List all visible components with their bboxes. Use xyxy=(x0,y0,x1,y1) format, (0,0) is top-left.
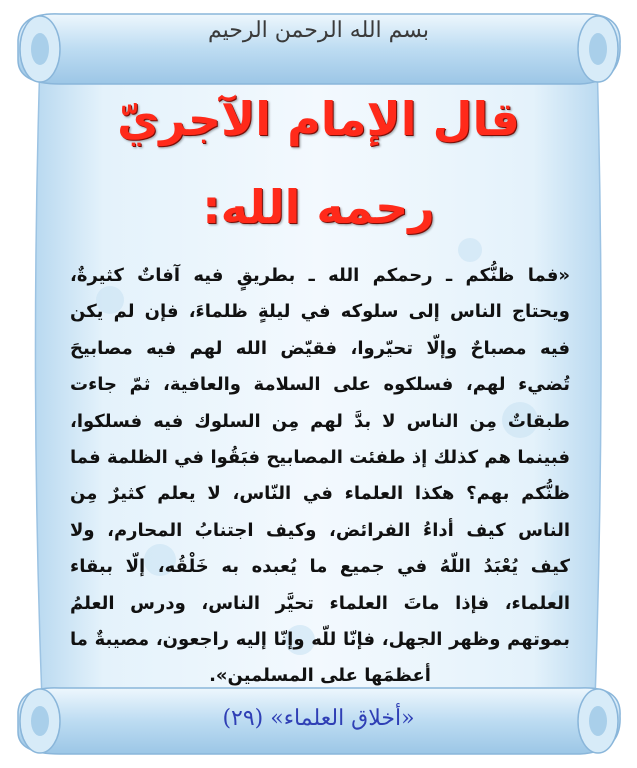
quote-body: «فما ظنُّكم ـ رحمكم الله ـ بطريقٍ فيه آفاتٌ كثيرةٌ، ويحتاج الناس إلى سلوكه في ليلةٍ ظلماءَ، فإن لم يكن فيه مصباحٌ وإلّا تحيّروا، فقيّض الله لهم فيه مصابيحَ تُضيء لهم، فسلكوه على السلامة والعافية، ثمّ جاءت طبقاتٌ مِن الناس لا بدَّ لهم مِن السلوك فيه فسلكوا، فبينما هم كذلك إذ طفئت المصابيح فبَقُوا في الظلمة فما ظنُّكم بهم؟ هكذا العلماء في النّاس، لا يعلم كثيرٌ مِن الناس كيف أداءُ الفرائض، وكيف اجتنابُ المحارم، ولا كيف يُعْبَدُ اللّهُ في جميع ما يُعبده به خَلْقُه، إلّا ببقاء العلماء، فإذا ماتَ العلماء تحيَّر الناس، ودرس العلمُ بموتهم وظهر الجهل، فإنّا للّه وإنّا إليه راجعون، مصيبةٌ ما أعظمَها على المسلمين». xyxy=(70,265,570,687)
source-citation: «أخلاق العلماء» (٢٩) xyxy=(222,706,415,731)
title-line-1: قال الإمام الآجريّ xyxy=(117,92,520,146)
title-line-2: رحمه الله: xyxy=(202,180,435,234)
basmala-calligraphy: بسم الله الرحمن الرحيم xyxy=(207,18,430,43)
